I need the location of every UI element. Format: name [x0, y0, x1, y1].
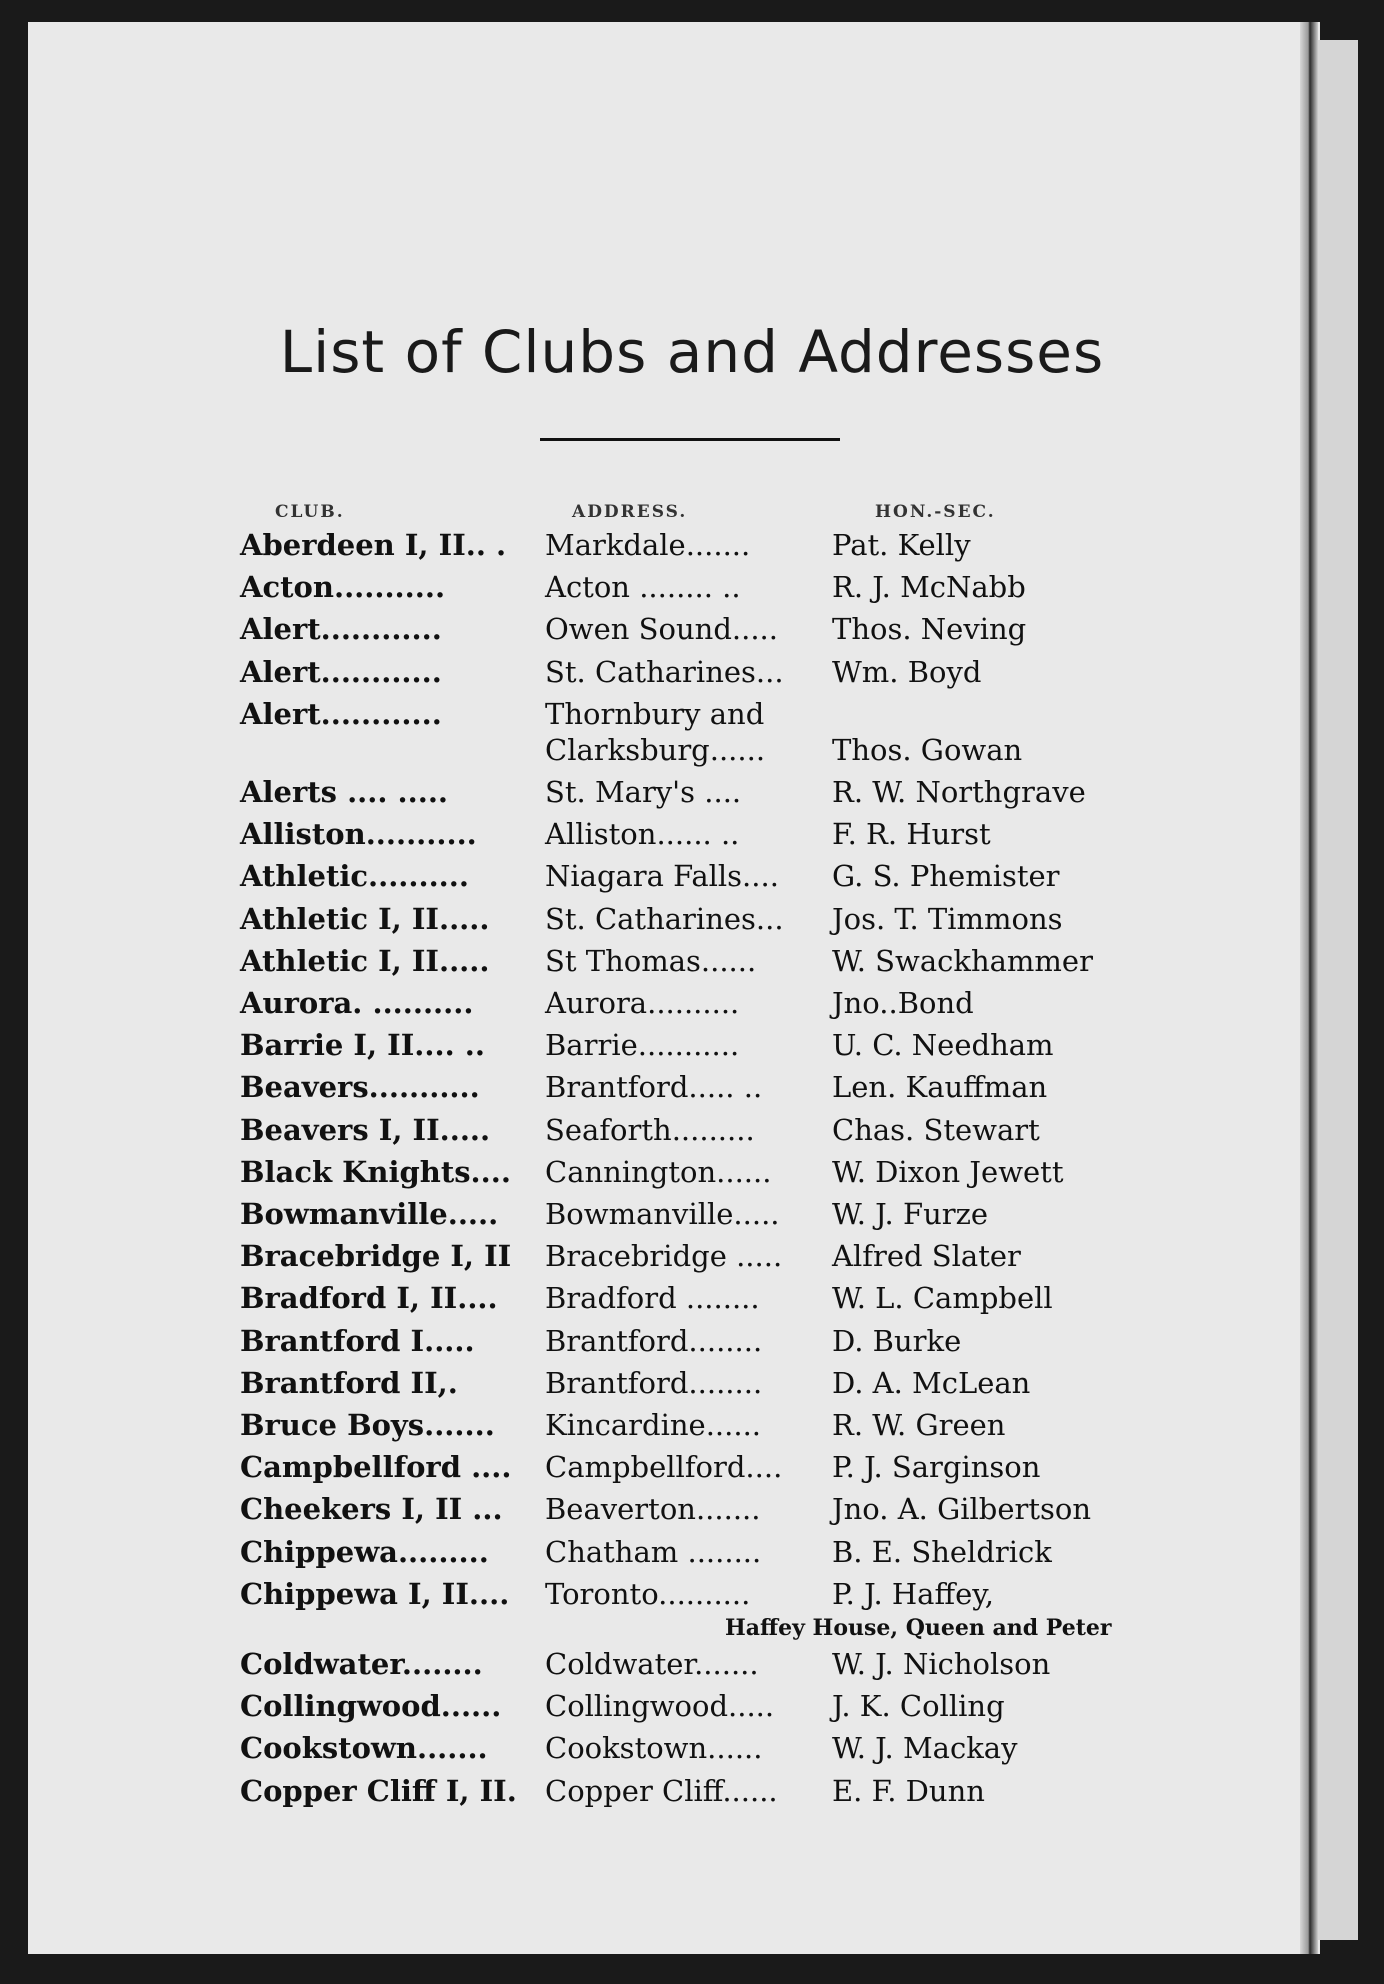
- hon-secretary: U. C. Needham: [832, 1028, 1054, 1063]
- club-address: Barrie...........: [545, 1028, 740, 1063]
- hon-secretary: W. J. Nicholson: [832, 1647, 1051, 1681]
- club-name: Athletic I, II.....: [240, 901, 490, 936]
- club-name: Alert............: [240, 612, 442, 647]
- club-address-line2: Clarksburg......: [545, 732, 766, 767]
- club-address: Thornbury and: [545, 696, 765, 731]
- club-row: [0, 1450, 1290, 1492]
- club-row: [0, 1731, 1290, 1773]
- club-name: Alliston...........: [240, 817, 477, 852]
- hon-secretary: Pat. Kelly: [832, 528, 971, 562]
- club-address: St. Catharines...: [545, 654, 784, 689]
- club-address: Beaverton.......: [545, 1492, 761, 1527]
- title-rule: [540, 438, 840, 441]
- club-row: [0, 655, 1290, 697]
- club-row: [0, 986, 1290, 1028]
- club-name: Athletic I, II.....: [240, 943, 490, 978]
- club-address: Chatham ........: [545, 1534, 762, 1569]
- club-row: [0, 1197, 1290, 1239]
- club-row: [0, 1492, 1290, 1534]
- club-address: Cookstown......: [545, 1731, 763, 1766]
- club-name: Brantford I.....: [240, 1323, 475, 1358]
- hon-secretary: W. J. Furze: [832, 1197, 989, 1231]
- club-address: St Thomas......: [545, 943, 757, 978]
- club-address: Collingwood.....: [545, 1689, 775, 1724]
- club-row: [0, 1576, 1290, 1641]
- hon-secretary: W. J. Mackay: [832, 1731, 1018, 1766]
- book-spine: [1300, 22, 1318, 1954]
- club-row: [0, 528, 1290, 570]
- hon-secretary: R. J. McNabb: [832, 570, 1026, 605]
- club-address: Alliston...... ..: [545, 817, 740, 852]
- club-row: [0, 570, 1290, 612]
- club-address: Bowmanville.....: [545, 1197, 780, 1231]
- club-name: Aberdeen I, II.. .: [240, 528, 507, 562]
- hon-secretary: F. R. Hurst: [832, 817, 991, 852]
- club-address: Acton ........ ..: [545, 570, 741, 605]
- club-name: Bradford I, II....: [240, 1281, 498, 1316]
- club-name: Bracebridge I, II: [240, 1239, 512, 1274]
- hon-secretary: Chas. Stewart: [832, 1112, 1040, 1147]
- club-name: Bowmanville.....: [240, 1197, 499, 1231]
- club-name: Alert............: [240, 654, 442, 689]
- hon-secretary: Jno..Bond: [832, 986, 974, 1020]
- club-name: Athletic..........: [240, 859, 469, 894]
- club-name: Collingwood......: [240, 1689, 502, 1724]
- club-row: [0, 859, 1290, 901]
- club-address: Coldwater.......: [545, 1647, 759, 1681]
- club-address: Seaforth.........: [545, 1112, 755, 1147]
- header-club: CLUB.: [275, 502, 345, 522]
- club-address: Brantford........: [545, 1323, 763, 1358]
- club-name: Aurora. ..........: [240, 986, 474, 1020]
- hon-secretary: P. J. Haffey,: [832, 1576, 994, 1611]
- club-row: [0, 1028, 1290, 1070]
- club-name: Acton...........: [240, 570, 446, 605]
- club-address: Brantford..... ..: [545, 1070, 763, 1105]
- page-title: List of Clubs and Addresses: [279, 318, 1105, 386]
- hon-secretary: R. W. Northgrave: [832, 775, 1086, 809]
- club-address: Brantford........: [545, 1365, 763, 1400]
- club-name: Brantford II,.: [240, 1365, 458, 1400]
- hon-secretary: W. Swackhammer: [832, 943, 1093, 978]
- hon-secretary: W. L. Campbell: [832, 1281, 1053, 1316]
- club-row: [0, 1155, 1290, 1197]
- hon-secretary: E. F. Dunn: [832, 1773, 985, 1808]
- club-address: St. Catharines...: [545, 901, 784, 936]
- club-address: Bradford ........: [545, 1281, 760, 1316]
- club-name: Copper Cliff I, II.: [240, 1773, 517, 1808]
- hon-secretary: D. A. McLean: [832, 1365, 1031, 1400]
- club-name: Beavers...........: [240, 1070, 480, 1105]
- club-row: [0, 612, 1290, 654]
- club-address: Campbellford....: [545, 1450, 783, 1485]
- club-name: Alerts .... .....: [240, 775, 449, 809]
- club-row: [0, 1281, 1290, 1323]
- hon-secretary: Thos. Neving: [832, 612, 1027, 647]
- club-name: Cookstown.......: [240, 1731, 488, 1766]
- club-name: Black Knights....: [240, 1154, 511, 1189]
- club-address: Niagara Falls....: [545, 859, 779, 894]
- club-name: Alert............: [240, 696, 442, 731]
- club-name: Cheekers I, II ...: [240, 1492, 503, 1527]
- club-name: Campbellford ....: [240, 1450, 512, 1485]
- header-hon-sec: HON.-SEC.: [875, 502, 996, 522]
- club-address: Toronto..........: [545, 1576, 751, 1611]
- hon-secretary: D. Burke: [832, 1323, 962, 1358]
- club-name: Barrie I, II.... ..: [240, 1028, 485, 1063]
- club-row: [0, 696, 1290, 767]
- club-row: [0, 902, 1290, 944]
- hon-secretary: W. Dixon Jewett: [832, 1154, 1064, 1189]
- club-row: [0, 1366, 1290, 1408]
- club-address: Bracebridge .....: [545, 1239, 783, 1274]
- hon-secretary: P. J. Sarginson: [832, 1450, 1041, 1485]
- hon-secretary: Jno. A. Gilbertson: [832, 1492, 1092, 1527]
- club-address: St. Mary's ....: [545, 775, 742, 809]
- hon-secretary: Thos. Gowan: [832, 732, 1023, 767]
- club-row: [0, 944, 1290, 986]
- club-address: Kincardine......: [545, 1408, 761, 1442]
- club-row: [0, 775, 1290, 817]
- hon-secretary: Jos. T. Timmons: [832, 901, 1063, 936]
- club-address: Owen Sound.....: [545, 612, 778, 647]
- club-address: Aurora..........: [545, 986, 740, 1020]
- club-name: Chippewa.........: [240, 1534, 489, 1569]
- club-row: [0, 1239, 1290, 1281]
- club-name: Chippewa I, II....: [240, 1576, 510, 1611]
- hon-secretary: Len. Kauffman: [832, 1070, 1048, 1105]
- secretary-address-note: Haffey House, Queen and Peter: [725, 1614, 1112, 1641]
- club-row: [0, 1070, 1290, 1112]
- hon-secretary: Alfred Slater: [832, 1239, 1021, 1274]
- club-row: [0, 1408, 1290, 1450]
- club-name: Beavers I, II.....: [240, 1112, 491, 1147]
- club-row: [0, 1535, 1290, 1577]
- hon-secretary: Wm. Boyd: [832, 654, 982, 689]
- club-row: [0, 1774, 1290, 1816]
- hon-secretary: G. S. Phemister: [832, 859, 1060, 894]
- club-address: Markdale.......: [545, 528, 751, 562]
- club-address: Cannington......: [545, 1154, 772, 1189]
- club-row: [0, 817, 1290, 859]
- club-row: [0, 1113, 1290, 1155]
- club-name: Bruce Boys.......: [240, 1408, 495, 1442]
- hon-secretary: R. W. Green: [832, 1408, 1006, 1442]
- hon-secretary: B. E. Sheldrick: [832, 1534, 1052, 1569]
- club-row: [0, 1689, 1290, 1731]
- club-row: [0, 1324, 1290, 1366]
- club-row: [0, 1647, 1290, 1689]
- hon-secretary: J. K. Colling: [832, 1689, 1005, 1724]
- club-name: Coldwater........: [240, 1647, 483, 1681]
- club-address: Copper Cliff......: [545, 1773, 778, 1808]
- header-address: ADDRESS.: [572, 502, 688, 522]
